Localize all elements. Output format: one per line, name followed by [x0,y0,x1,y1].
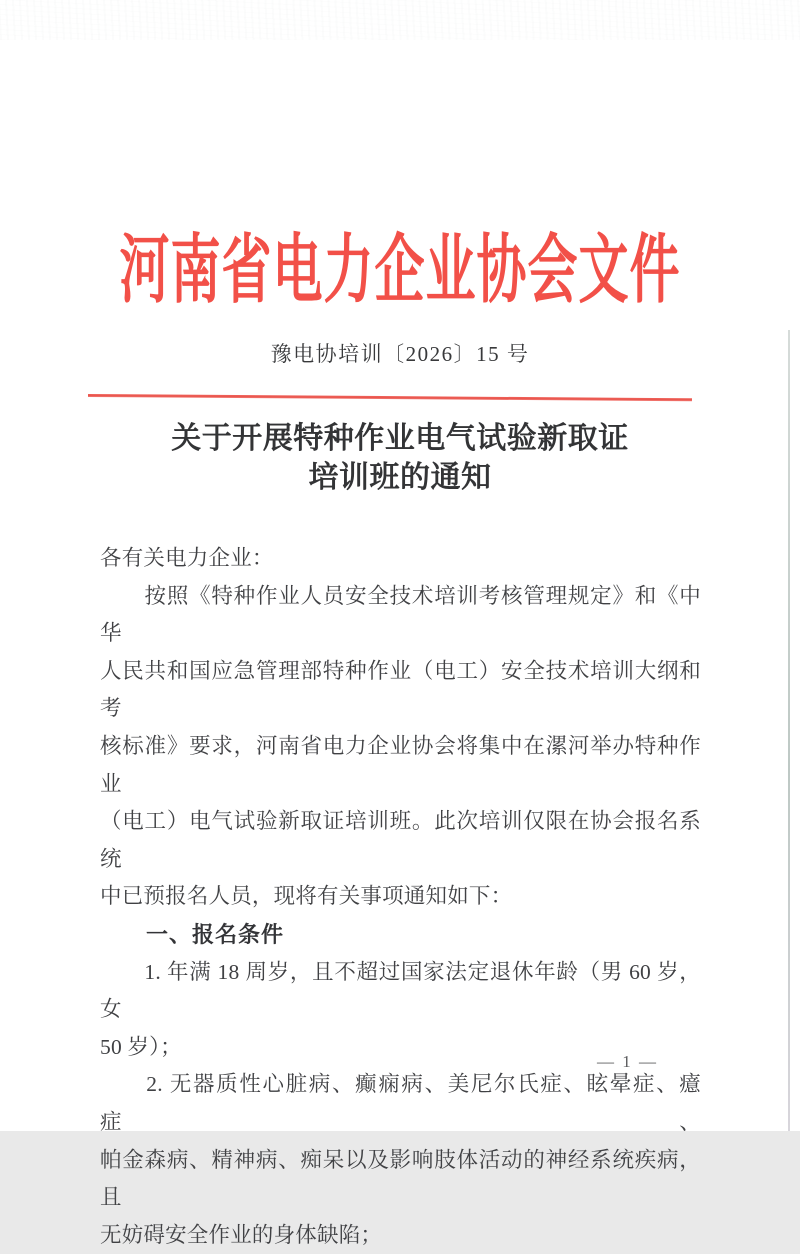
paragraph-intro-line-1: 按照《特种作业人员安全技术培训考核管理规定》和《中华 [100,583,701,646]
paragraph-intro-line-4: （电工）电气试验新取证培训班。此次培训仅限在协会报名系统 [100,809,701,871]
paragraph-intro-line-3: 核标准》要求，河南省电力企业协会将集中在漯河举办特种作业 [100,733,701,796]
document-number: 豫电协培训〔2026〕15 号 [270,342,530,366]
red-separator-rule [88,394,692,401]
salutation-line-1: 各有关电力企业： [100,546,274,570]
paragraph-intro [100,578,701,916]
scan-noise-texture [0,0,800,40]
notice-title-line-2: 培训班的通知 [308,461,492,494]
paragraph-intro-line-2: 人民共和国应急管理部特种作业（电工）安全技术培训大纲和考 [100,658,701,721]
condition-item-2 [100,1066,701,1254]
paragraph-intro-line-5: 中已预报名人员，现将有关事项通知如下： [100,884,513,909]
notice-title [0,419,800,497]
notice-title-line-1: 关于开展特种作业电气试验新取证 [171,422,629,455]
document-header-title: 河南省电力企业协会文件 [119,228,681,312]
document-body [100,540,701,1254]
section-heading-1: 一、报名条件 [100,921,285,947]
scan-page-edge-artifact [788,330,790,1131]
salutation [100,540,701,578]
condition-item-1-line-2: 50 岁）； [100,1034,182,1059]
condition-item-2-line-3: 无妨碍安全作业的身体缺陷； [100,1222,383,1247]
condition-item-2-line-1: 2. 无器质性心脏病、癫痫病、美尼尔氏症、眩晕症、癔症、 [100,1072,701,1134]
condition-item-2-line-2: 帕金森病、精神病、痴呆以及影响肢体活动的神经系统疾病，且 [100,1147,701,1210]
condition-item-1 [100,954,701,1067]
page-number: — 1 — [597,1052,658,1071]
condition-item-1-line-1: 1. 年满 18 周岁，且不超过国家法定退休年龄（男 60 岁，女 [100,959,701,1022]
